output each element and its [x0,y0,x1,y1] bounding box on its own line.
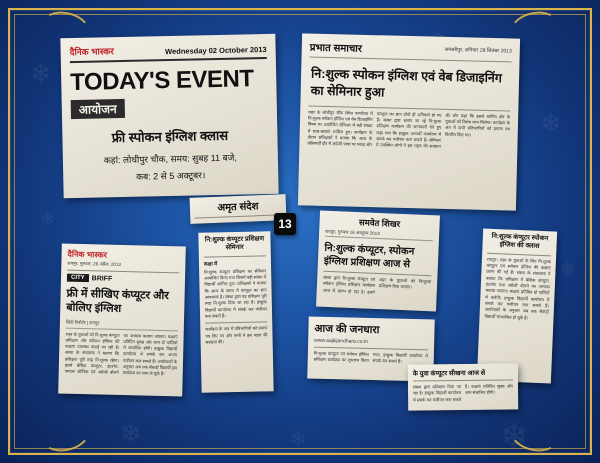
event-detail-line-1: कहां: लोधीपुर चौक, समय: सुबह 11 बजे, [103,152,237,166]
prabhat-body: शहर के लोधीपुर चौक स्थित कार्यालय में नि:शुल्क स्पोकन इंग्लिश एवं वेब डिजाइनिंग विषय पर आयोजित सेमिनार में बड़ी संख्या में छात्र-छात्राएं शामिल हुए। कार्यक्रम के दौरान प्रशिक्षकों ने बताया कि आज के प्रतिस्पर्धी दौर में अंग्रेजी भाषा पर पकड़ और कंप्यूटर का ज्ञान दोनों ही अनिवार्य हो गए हैं। संस्था द्वारा चलाए जा रहे नि:शुल्क प्रशिक्षण कार्यक्रम की जानकारी देते हुए कहा गया कि इच्छुक अभ्यर्थी कार्यालय में संपर्क कर पंजीयन करा सकते हैं। सेमिनार में उपस्थित लोगों ने इस पहल की सराहना की और कहा कि इससे ग्रामीण क्षेत्र के युवाओं को विशेष लाभ मिलेगा। कार्यक्रम के अंत में सभी प्रतिभागियों को प्रमाण पत्र वितरित किए गए। [307,109,511,150]
prabhat-headline: नि:शुल्क स्पोकन इंग्लिश एवं वेब डिजाइनिंग का सेमिनार हुआ [310,66,503,100]
bottom-right-body: संस्था द्वारा प्रशिक्षण दिया जा रहा है। इच्छुक विद्यार्थी कार्यालय में संपर्क कर पंजीयन करा सकते हैं। कक्षाएं प्रतिदिन सुबह और शाम संचालित होंगी। [412,383,514,403]
vcol-subhead: कक्षा में [203,261,218,268]
event-headline-en: TODAY'S EVENT [69,65,254,97]
snowflake-icon: ❄ [290,429,307,451]
samvet-dateline: रायपुर, गुरुवार 16 अक्टूबर 2013 [325,229,433,242]
snowflake-icon: ❄ [560,259,576,279]
clipping-right-column[interactable] [477,229,557,384]
masthead-aaj-ki-jandhara: आज की जनधारा [314,322,380,337]
snowflake-icon: ❄ [120,418,142,448]
frame-corner-bottom-right [558,421,592,455]
prabhat-header-row [310,40,512,59]
jandhara-body: नि:शुल्क कंप्यूटर एवं स्पोकन इंग्लिश प्रशिक्षण कार्यक्रम का शुभारंभ किया गया। इच्छुक विद्यार्थी कार्यालय में संपर्क कर सकते हैं। [313,350,428,365]
vcol-headline: नि:शुल्क कंप्यूटर प्रशिक्षण सेमिनार [204,235,265,252]
frame-corner-bottom-left [8,421,42,455]
clipping-bottom-right[interactable] [408,363,518,410]
bottom-right-headline: के युवा कंप्यूटर सीखना आज से [412,369,486,378]
masthead-amrit-sandesh: अमृत संदेश [217,201,259,214]
city-brief-body: शहर के युवाओं को नि:शुल्क कंप्यूटर प्रशिक्षण और स्पोकन इंग्लिश की कक्षाएं उपलब्ध कराई जा रही हैं। संस्था के संचालक ने बताया कि प्रशिक्षण पूरी तरह नि:शुल्क रहेगा। इसमें बेसिक कंप्यूटर, इंटरनेट, एमएस ऑफिस एवं अंग्रेजी बोलने का अभ्यास कराया जाएगा। कक्षाएं प्रतिदिन सुबह और शाम दो पालियों में संचालित होंगी। इच्छुक विद्यार्थी कार्यालय में संपर्क कर अपना पंजीयन करा सकते हैं। आयोजकों के अनुसार अब तक सैकड़ों विद्यार्थी इस कार्यक्रम का लाभ ले चुके हैं। [64,331,178,377]
masthead-dainik-bhaskar: दैनिक भास्कर [67,249,108,260]
prabhat-dateline: समस्तीपुर, शनिवार 28 सितंबर 2013 [444,46,512,55]
city-tag: CITY [67,274,89,283]
snowflake-icon: ❄ [30,58,52,88]
event-detail-line-2: कब: 2 से 5 अक्टूबर। [136,170,206,182]
vcol-body: नि:शुल्क कंप्यूटर प्रशिक्षण का सेमिनार आयोजित किया गया जिसमें बड़ी संख्या में विद्यार्थी शामिल हुए। प्रशिक्षकों ने बताया कि आज के समय में कंप्यूटर का ज्ञान आवश्यक है। संस्था द्वारा यह प्रशिक्षण पूरी तरह नि:शुल्क दिया जा रहा है। इच्छुक विद्यार्थी कार्यालय में संपर्क कर पंजीयन करा सकते हैं। [204,268,267,319]
samvet-body: संस्था द्वारा नि:शुल्क कंप्यूटर एवं स्पोकन इंग्लिश प्रशिक्षण कार्यक्रम आज से प्रारंभ हो रहा है। इसमें शहर के युवाओं को निःशुल्क प्रशिक्षण दिया जाएगा। [322,274,432,295]
clipping-nishulk-computer-column[interactable] [198,231,273,392]
clipping-samvet-shikhar[interactable] [316,211,440,312]
clipping-prabhat-samachar[interactable] [298,33,520,210]
masthead-dainik-bhaskar: दैनिक भास्कर [69,46,115,58]
brief-tag: BRIFF [91,274,113,283]
event-date: Wednesday 02 October 2013 [164,44,267,57]
snowflake-icon: ❄ [40,209,56,229]
snowflake-icon: ❄ [500,418,529,456]
event-headline-hi: आयोजन [71,99,125,119]
divider [67,270,179,274]
masthead-prabhat: प्रभात समाचार [309,42,363,55]
divider [413,379,513,381]
right-col-headline: नि:शुल्क कंप्यूटर स्पोकन इंग्लिश की क्लास [491,232,549,251]
divider [205,322,267,324]
page-number-badge: 13 [274,213,296,235]
jandhara-website-url: www.aajkijandhara.co.in [314,337,368,345]
city-brief-tag-row [67,274,179,285]
divider [204,255,266,257]
divider [314,347,428,351]
event-title: फ्री स्पोकन इंग्लिश क्लास [111,127,229,146]
snowflake-icon: ❄ [540,108,562,138]
clipping-todays-event[interactable] [60,34,278,198]
clipping-city-brief[interactable] [58,244,186,397]
frame-corner-top-right [558,8,592,42]
vcol-body-2: कार्यक्रम के अंत में प्रतिभागियों को प्रमाण पत्र दिए गए और सभी ने इस पहल की सराहना की। [205,325,268,345]
masthead-samvet-shikhar: समवेत शिखर [358,217,401,229]
divider [194,214,282,218]
divider [70,57,267,63]
city-brief-dateline: रायपुर, गुरुवार, 26 अप्रैल, 2013 [67,260,121,267]
samvet-headline: नि:शुल्क कंप्यूटर, स्पोकन इंग्लिश प्रशिक्षण आज से [323,242,415,271]
event-header-row [69,41,266,58]
city-brief-headline: फ्री में सीखिए कंप्यूटर और बोलिए इंग्लिश [66,287,170,315]
frame-corner-top-left [8,8,42,42]
right-col-body: रायपुर। शहर के युवाओं के लिए नि:शुल्क कंप्यूटर एवं स्पोकन इंग्लिश की कक्षाएं प्रारंभ की गई हैं। संस्था के संचालक ने बताया कि प्रशिक्षण में बेसिक कंप्यूटर, इंटरनेट तथा अंग्रेजी बोलने का अभ्यास कराया जाएगा। कक्षाएं प्रतिदिन दो पालियों में चलेंगी। इच्छुक विद्यार्थी कार्यालय में संपर्क कर पंजीयन करा सकते हैं। आयोजकों के अनुसार अब तक सैकड़ों विद्यार्थी लाभान्वित हो चुके हैं। [484,256,551,321]
city-brief-byline: सिटी रिपोर्टर | रायपुर [66,319,178,331]
divider [487,253,551,257]
clipping-amrit-sandesh[interactable] [190,194,287,224]
